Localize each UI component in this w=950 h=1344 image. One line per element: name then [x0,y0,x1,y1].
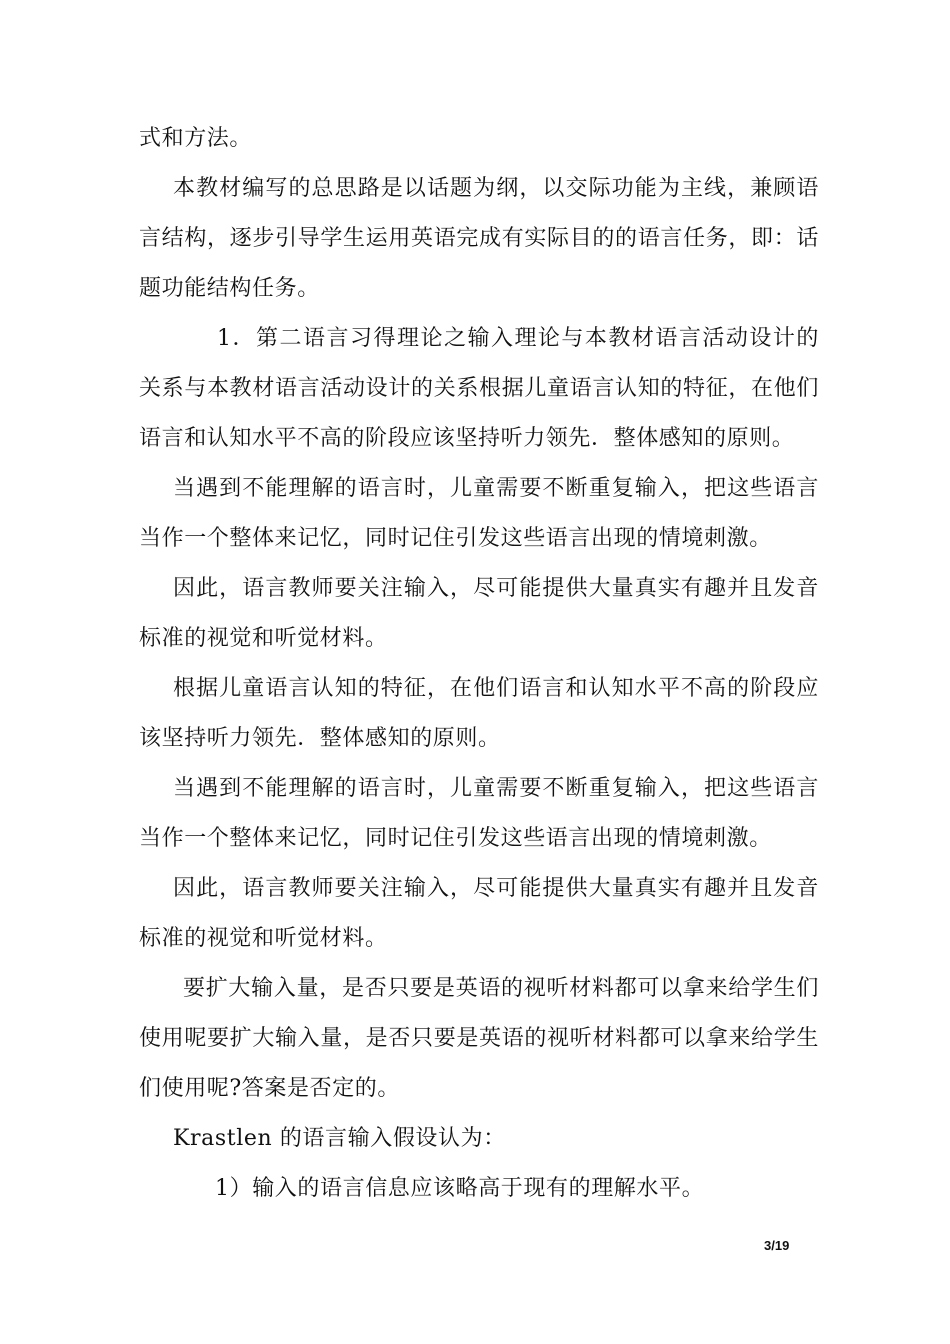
paragraph-11: 1）输入的语言信息应该略高于现有的理解水平。 [215,1176,705,1201]
page-number: 3/19 [764,1238,790,1253]
paragraph-2: 本教材编写的总思路是以话题为纲，以交际功能为主线，兼顾语言结构，逐步引导学生运用英语完成有实际目的的语言任务，即：话题功能结构任务。 [139,176,819,301]
paragraph-1: 式和方法。 [139,126,253,151]
paragraph-6: 根据儿童语言认知的特征，在他们语言和认知水平不高的阶段应该坚持听力领先．整体感知的原则。 [139,676,819,751]
paragraph-10: Krastlen 的语言输入假设认为： [173,1126,506,1151]
paragraph-3: 1．第二语言习得理论之输入理论与本教材语言活动设计的关系与本教材语言活动设计的关系根据儿童语言认知的特征，在他们语言和认知水平不高的阶段应该坚持听力领先．整体感知的原则。 [139,326,819,451]
paragraph-4: 当遇到不能理解的语言时，儿童需要不断重复输入，把这些语言当作一个整体来记忆，同时记住引发这些语言出现的情境刺激。 [139,476,819,551]
paragraph-7: 当遇到不能理解的语言时，儿童需要不断重复输入，把这些语言当作一个整体来记忆，同时记住引发这些语言出现的情境刺激。 [139,776,819,851]
paragraph-5: 因此，语言教师要关注输入，尽可能提供大量真实有趣并且发音标准的视觉和听觉材料。 [139,576,819,651]
paragraph-9: 要扩大输入量，是否只要是英语的视听材料都可以拿来给学生们使用呢要扩大输入量，是否只要是英语的视听材料都可以拿来给学生们使用呢?答案是否定的。 [139,976,819,1101]
paragraph-8: 因此，语言教师要关注输入，尽可能提供大量真实有趣并且发音标准的视觉和听觉材料。 [139,876,819,951]
